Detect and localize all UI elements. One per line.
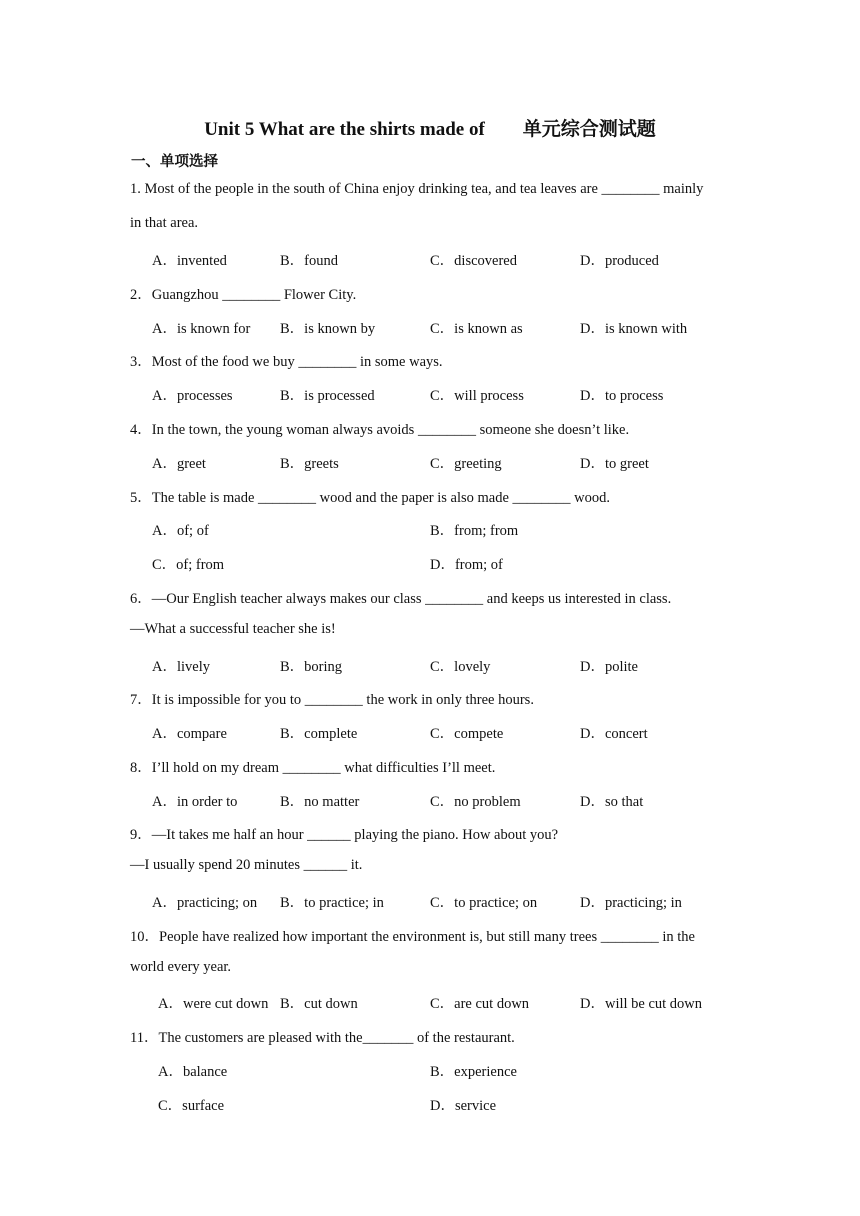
question-4-stem: 4．In the town, the young woman always avoids ________ someone she doesn’t like. — [130, 422, 630, 438]
question-5-option-b: B．from; from — [430, 523, 519, 539]
question-9-stem-line-1: 9．—It takes me half an hour ______ playing the piano. How about you? — [130, 827, 559, 843]
question-6-option-d: D．polite — [580, 659, 638, 675]
question-4-option-a: A．greet — [152, 456, 206, 472]
question-9-option-b: B．to practice; in — [280, 895, 384, 911]
question-10-option-c: C．are cut down — [430, 996, 530, 1012]
question-8-stem: 8．I’ll hold on my dream ________ what difficulties I’ll meet. — [130, 760, 496, 776]
question-8-option-c: C．no problem — [430, 794, 521, 810]
question-7-option-d: D．concert — [580, 726, 648, 742]
question-5-option-a: A．of; of — [152, 523, 209, 539]
question-1-option-a: A．invented — [152, 253, 227, 269]
question-5-stem: 5．The table is made ________ wood and the paper is also made ________ wood. — [130, 490, 611, 506]
question-9-option-a: A．practicing; on — [152, 895, 258, 911]
question-1-option-b: B．found — [280, 253, 338, 269]
question-8-option-d: D．so that — [580, 794, 644, 810]
question-9-stem-line-2: —I usually spend 20 minutes ______ it. — [130, 857, 363, 873]
question-7-stem: 7．It is impossible for you to ________ the work in only three hours. — [130, 692, 534, 708]
question-6-stem-line-1: 6．—Our English teacher always makes our class ________ and keeps us interested in class. — [130, 591, 672, 607]
question-2-option-c: C．is known as — [430, 321, 523, 337]
question-2-option-a: A．is known for — [152, 321, 251, 337]
question-11-stem: 11．The customers are pleased with the_______ of the restaurant. — [130, 1030, 515, 1046]
question-7-option-a: A．compare — [152, 726, 227, 742]
question-1-stem-line-2: in that area. — [130, 215, 199, 231]
question-1-stem-line-1: 1. Most of the people in the south of China enjoy drinking tea, and tea leaves are ________ mainly — [130, 181, 704, 197]
question-4-option-c: C．greeting — [430, 456, 502, 472]
question-4-option-b: B．greets — [280, 456, 339, 472]
question-10-stem-line-2: world every year. — [130, 959, 232, 975]
question-9-option-c: C．to practice; on — [430, 895, 538, 911]
question-3-option-c: C．will process — [430, 388, 524, 404]
question-11-option-c: C．surface — [158, 1098, 225, 1114]
question-2-option-b: B．is known by — [280, 321, 376, 337]
question-11-option-d: D．service — [430, 1098, 497, 1114]
question-3-option-b: B．is processed — [280, 388, 375, 404]
section-heading: 一、单项选择 — [131, 154, 218, 170]
question-1-option-d: D．produced — [580, 253, 659, 269]
question-11-option-b: B．experience — [430, 1064, 517, 1080]
question-5-option-c: C．of; from — [152, 557, 225, 573]
question-8-option-b: B．no matter — [280, 794, 360, 810]
question-3-stem: 3．Most of the food we buy ________ in some ways. — [130, 354, 443, 370]
question-9-option-d: D．practicing; in — [580, 895, 682, 911]
question-7-option-c: C．compete — [430, 726, 504, 742]
question-10-option-b: B．cut down — [280, 996, 358, 1012]
question-3-option-a: A．processes — [152, 388, 233, 404]
question-10-option-a: A．were cut down — [158, 996, 269, 1012]
question-6-option-c: C．lovely — [430, 659, 491, 675]
question-2-stem: 2．Guangzhou ________ Flower City. — [130, 287, 357, 303]
question-4-option-d: D．to greet — [580, 456, 649, 472]
question-7-option-b: B．complete — [280, 726, 358, 742]
question-6-option-a: A．lively — [152, 659, 210, 675]
question-11-option-a: A．balance — [158, 1064, 228, 1080]
question-5-option-d: D．from; of — [430, 557, 503, 573]
question-10-option-d: D．will be cut down — [580, 996, 703, 1012]
question-10-stem-line-1: 10．People have realized how important the environment is, but still many trees ________ in the — [130, 929, 695, 945]
question-6-stem-line-2: —What a successful teacher she is! — [130, 621, 336, 637]
question-8-option-a: A．in order to — [152, 794, 238, 810]
question-3-option-d: D．to process — [580, 388, 664, 404]
question-1-option-c: C．discovered — [430, 253, 517, 269]
question-2-option-d: D．is known with — [580, 321, 688, 337]
page-title: Unit 5 What are the shirts made of 单元综合测试题 — [204, 119, 656, 140]
question-6-option-b: B．boring — [280, 659, 343, 675]
